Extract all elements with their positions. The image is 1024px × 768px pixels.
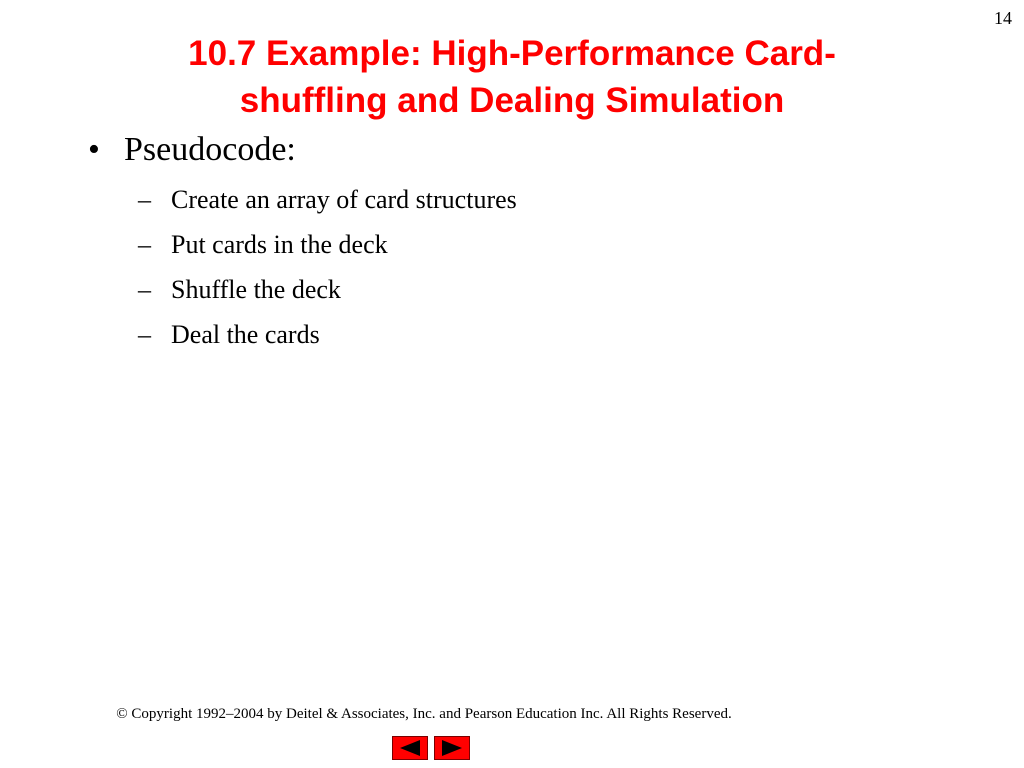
previous-slide-button[interactable] bbox=[392, 736, 428, 760]
list-item-text: Deal the cards bbox=[171, 320, 320, 349]
page-number: 14 bbox=[994, 8, 1012, 28]
list-item bbox=[138, 225, 517, 270]
slide-title bbox=[0, 30, 1024, 124]
bullet-heading: Pseudocode: bbox=[124, 131, 296, 168]
slide-title-line-1: 10.7 Example: High-Performance Card- bbox=[188, 34, 836, 73]
bullet-mark: • bbox=[88, 131, 100, 168]
dash-mark: – bbox=[138, 185, 151, 214]
list-item-text: Create an array of card structures bbox=[171, 185, 517, 214]
list-item bbox=[138, 180, 517, 225]
slide-title-line-2: shuffling and Dealing Simulation bbox=[239, 81, 785, 120]
list-item bbox=[138, 270, 517, 315]
next-slide-button[interactable] bbox=[434, 736, 470, 760]
list-item bbox=[138, 315, 517, 360]
copyright-footer: © Copyright 1992–2004 by Deitel & Associates, Inc. and Pearson Education Inc. All Rights Reserved. bbox=[116, 706, 732, 722]
bullet-pseudocode bbox=[88, 128, 296, 172]
dash-mark: – bbox=[138, 230, 151, 259]
list-item-text: Shuffle the deck bbox=[171, 275, 341, 304]
dash-mark: – bbox=[138, 275, 151, 304]
right-arrow-icon bbox=[440, 739, 464, 757]
slide-navigation bbox=[392, 736, 470, 760]
pseudocode-steps-list bbox=[138, 180, 517, 360]
left-arrow-icon bbox=[398, 739, 422, 757]
dash-mark: – bbox=[138, 320, 151, 349]
list-item-text: Put cards in the deck bbox=[171, 230, 388, 259]
